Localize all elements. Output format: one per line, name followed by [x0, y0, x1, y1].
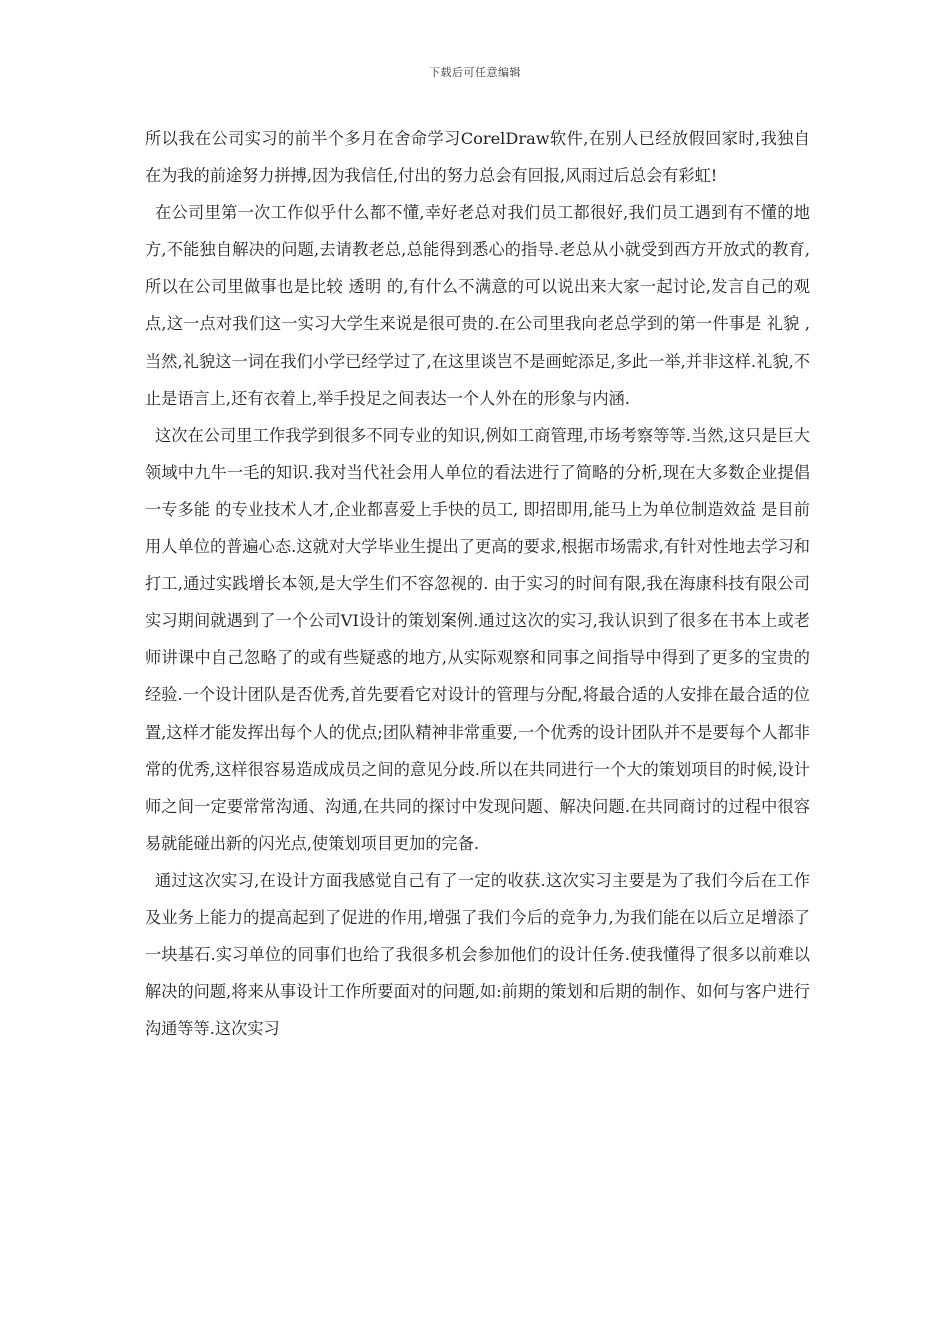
paragraph-2: 在公司里第一次工作似乎什么都不懂,幸好老总对我们员工都很好,我们员工遇到有不懂的地方,不能独自解决的问题,去请教老总,总能得到悉心的指导.老总从小就受到西方开放式的教育,所以在公司里做事也是比较 透明 的,有什么不满意的可以说出来大家一起讨论,发言自己的观点,这一点对我们这一实习大学生来说是很可贵的.在公司里我向老总学到的第一件事是 礼貌 ,当然,礼貌这一词在我们小学已经学过了,在这里谈岂不是画蛇添足,多此一举,并非这样.礼貌,不止是语言上,还有衣着上,举手投足之间表达一个人外在的形象与内涵. — [145, 203, 810, 408]
page-header: 下载后可任意编辑 — [429, 66, 521, 79]
paragraph-1: 所以我在公司实习的前半个多月在舍命学习CorelDraw软件,在别人已经放假回家时,我独自在为我的前途努力拼搏,因为我信任,付出的努力总会有回报,风雨过后总会有彩虹! — [145, 129, 810, 186]
paragraph-4: 通过这次实习,在设计方面我感觉自己有了一定的收获.这次实习主要是为了我们今后在工作及业务上能力的提高起到了促进的作用,增强了我们今后的竞争力,为我们能在以后立足增添了一块基石.实习单位的同事们也给了我很多机会参加他们的设计任务.使我懂得了很多以前难以解决的问题,将来从事设计工作所要面对的问题,如:前期的策划和后期的制作、如何与客户进行沟通等等.这次实习 — [145, 870, 810, 1039]
document-body — [145, 120, 810, 1047]
paragraph-3: 这次在公司里工作我学到很多不同专业的知识,例如工商管理,市场考察等等.当然,这只是巨大领域中九牛一毛的知识.我对当代社会用人单位的看法进行了简略的分析,现在大多数企业提倡 一专多能 的专业技术人才,企业都喜爱上手快的员工, 即招即用,能马上为单位制造效益 是目前用人单位的普遍心态.这就对大学毕业生提出了更高的要求,根据市场需求,有针对性地去学习和打工,通过实践增长本领,是大学生们不容忽视的. 由于实习的时间有限,我在海康科技有限公司实习期间就遇到了一个公司VI设计的策划案例.通过这次的实习,我认识到了很多在书本上或老师讲课中自己忽略了的或有些疑惑的地方,从实际观察和同事之间指导中得到了更多的宝贵的经验.一个设计团队是否优秀,首先要看它对设计的管理与分配,将最合适的人安排在最合适的位置,这样才能发挥出每个人的优点;团队精神非常重要,一个优秀的设计团队并不是要每个人都非常的优秀,这样很容易造成成员之间的意见分歧.所以在共同进行一个大的策划项目的时候,设计师之间一定要常常沟通、沟通,在共同的探讨中发现问题、解决问题.在共同商讨的过程中很容易就能碰出新的闪光点,使策划项目更加的完备. — [145, 425, 810, 853]
